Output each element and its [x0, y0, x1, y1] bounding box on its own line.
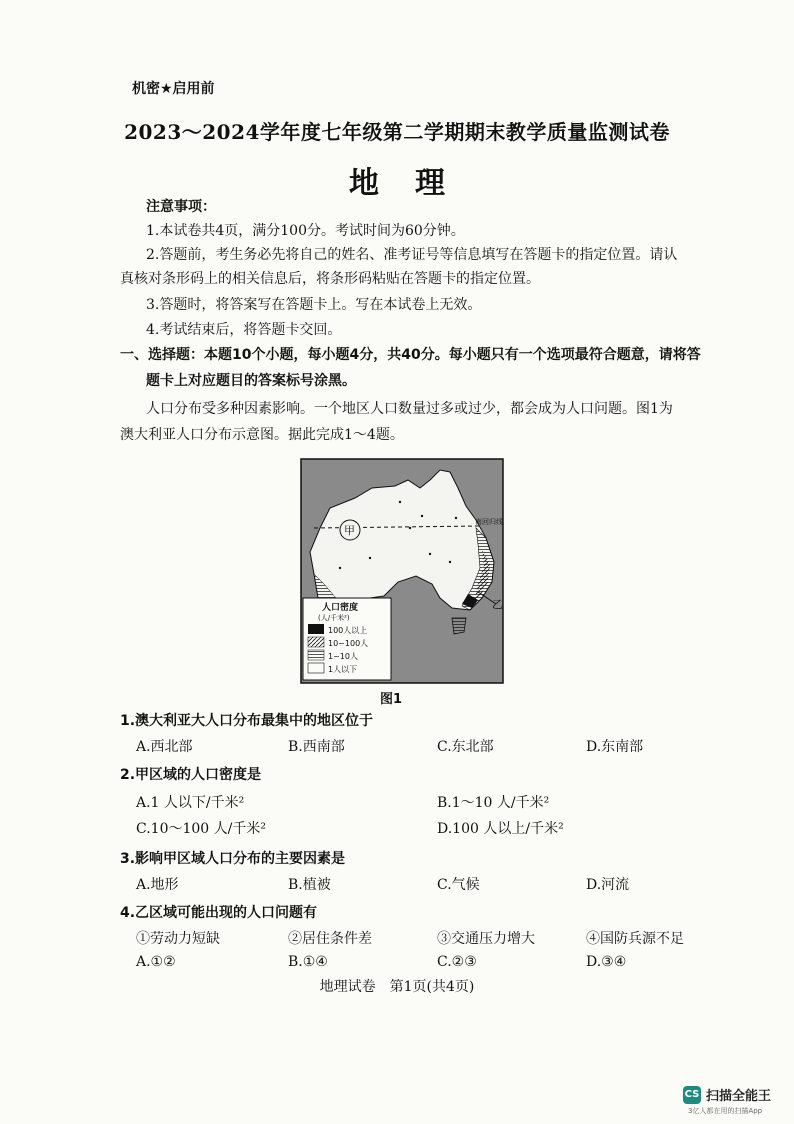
question-4: 4.乙区域可能出现的人口问题有	[120, 905, 318, 921]
town-dot	[429, 553, 431, 555]
note-item: 4.考试结束后，将答题卡交回。	[146, 322, 342, 338]
town-dot	[409, 527, 411, 529]
q4-option-c: C.②③	[437, 954, 477, 970]
q3-option-b: B.植被	[288, 877, 331, 893]
q1-option-d: D.东南部	[586, 739, 644, 755]
q2-option-c: C.10～100 人/千米²	[136, 821, 266, 837]
q4-item-3: ③交通压力增大	[437, 931, 535, 947]
question-1: 1.澳大利亚大人口分布最集中的地区位于	[120, 713, 374, 729]
yi-label: 乙	[492, 598, 503, 611]
legend-item: 10~100人	[328, 639, 369, 648]
q4-option-b: B.①④	[288, 954, 328, 970]
confidential-label: 机密★启用前	[132, 81, 215, 97]
q4-option-a: A.①②	[136, 954, 176, 970]
legend-unit: (人/千米²)	[318, 614, 350, 622]
question-2: 2.甲区域的人口密度是	[120, 767, 262, 783]
question-3: 3.影响甲区域人口分布的主要因素是	[120, 851, 346, 867]
town-dot	[421, 515, 423, 517]
note-item: 3.答题时，将答案写在答题卡上。写在本试卷上无效。	[146, 297, 482, 313]
town-dot	[455, 517, 457, 519]
q1-option-c: C.东北部	[437, 739, 494, 755]
figure-caption: 图1	[380, 692, 403, 707]
legend-swatch-under1	[308, 663, 324, 673]
legend-swatch-1-10	[308, 650, 324, 660]
legend-swatch-10-100	[308, 637, 324, 647]
q2-option-b: B.1～10 人/千米²	[437, 795, 550, 811]
q4-item-1: ①劳动力短缺	[136, 931, 220, 947]
q2-option-d: D.100 人以上/千米²	[437, 821, 564, 837]
page-footer: 地理试卷 第1页(共4页)	[319, 979, 475, 995]
legend-title: 人口密度	[322, 603, 359, 613]
town-dot	[449, 561, 451, 563]
q1-option-a: A.西北部	[136, 739, 193, 755]
intro-text-cont: 澳大利亚人口分布示意图。据此完成1～4题。	[120, 427, 404, 443]
intro-text: 人口分布受多种因素影响。一个地区人口数量过多或过少，都会成为人口问题。图1为	[146, 401, 673, 417]
q3-option-d: D.河流	[586, 877, 630, 893]
section-heading: 一、选择题：本题10个小题，每小题4分，共40分。每小题只有一个选项最符合题意，请将答	[120, 347, 701, 363]
section-heading-cont: 题卡上对应题目的答案标号涂黑。	[146, 373, 356, 389]
legend-item: 100人以上	[328, 626, 368, 635]
camscanner-name: 扫描全能王	[706, 1089, 772, 1104]
town-dot	[399, 501, 401, 503]
q3-option-a: A.地形	[136, 877, 179, 893]
jia-label: 甲	[344, 524, 355, 537]
notes-heading: 注意事项：	[146, 199, 216, 215]
q4-item-4: ④国防兵源不足	[586, 931, 684, 947]
q4-item-2: ②居住条件差	[288, 931, 372, 947]
note-item: 2.答题前，考生务必先将自己的姓名、准考证号等信息填写在答题卡的指定位置。请认	[146, 247, 678, 263]
q2-option-a: A.1 人以下/千米²	[136, 795, 245, 811]
q3-option-c: C.气候	[437, 877, 480, 893]
tasmania	[452, 618, 466, 634]
note-item: 1.本试卷共4页，满分100分。考试时间为60分钟。	[146, 223, 465, 239]
town-dot	[369, 557, 371, 559]
q4-option-d: D.③④	[586, 954, 627, 970]
subject-title: 地理	[349, 166, 481, 201]
australia-population-map	[300, 458, 504, 684]
legend-item: 1~10人	[328, 652, 358, 661]
legend-item: 1人以下	[328, 665, 358, 674]
note-item: 真核对条形码上的相关信息后，将条形码粘贴在答题卡的指定位置。	[120, 271, 540, 287]
town-dot	[339, 567, 341, 569]
legend-swatch-100plus	[308, 624, 324, 634]
q1-option-b: B.西南部	[288, 739, 345, 755]
camscanner-logo-icon: CS	[683, 1086, 701, 1104]
map-figure	[300, 458, 504, 684]
tropic-label: 南回归线	[475, 518, 503, 526]
exam-title: 2023～2024学年度七年级第二学期期末教学质量监测试卷	[124, 120, 670, 144]
camscanner-tagline: 3亿人都在用的扫描App	[688, 1107, 763, 1115]
